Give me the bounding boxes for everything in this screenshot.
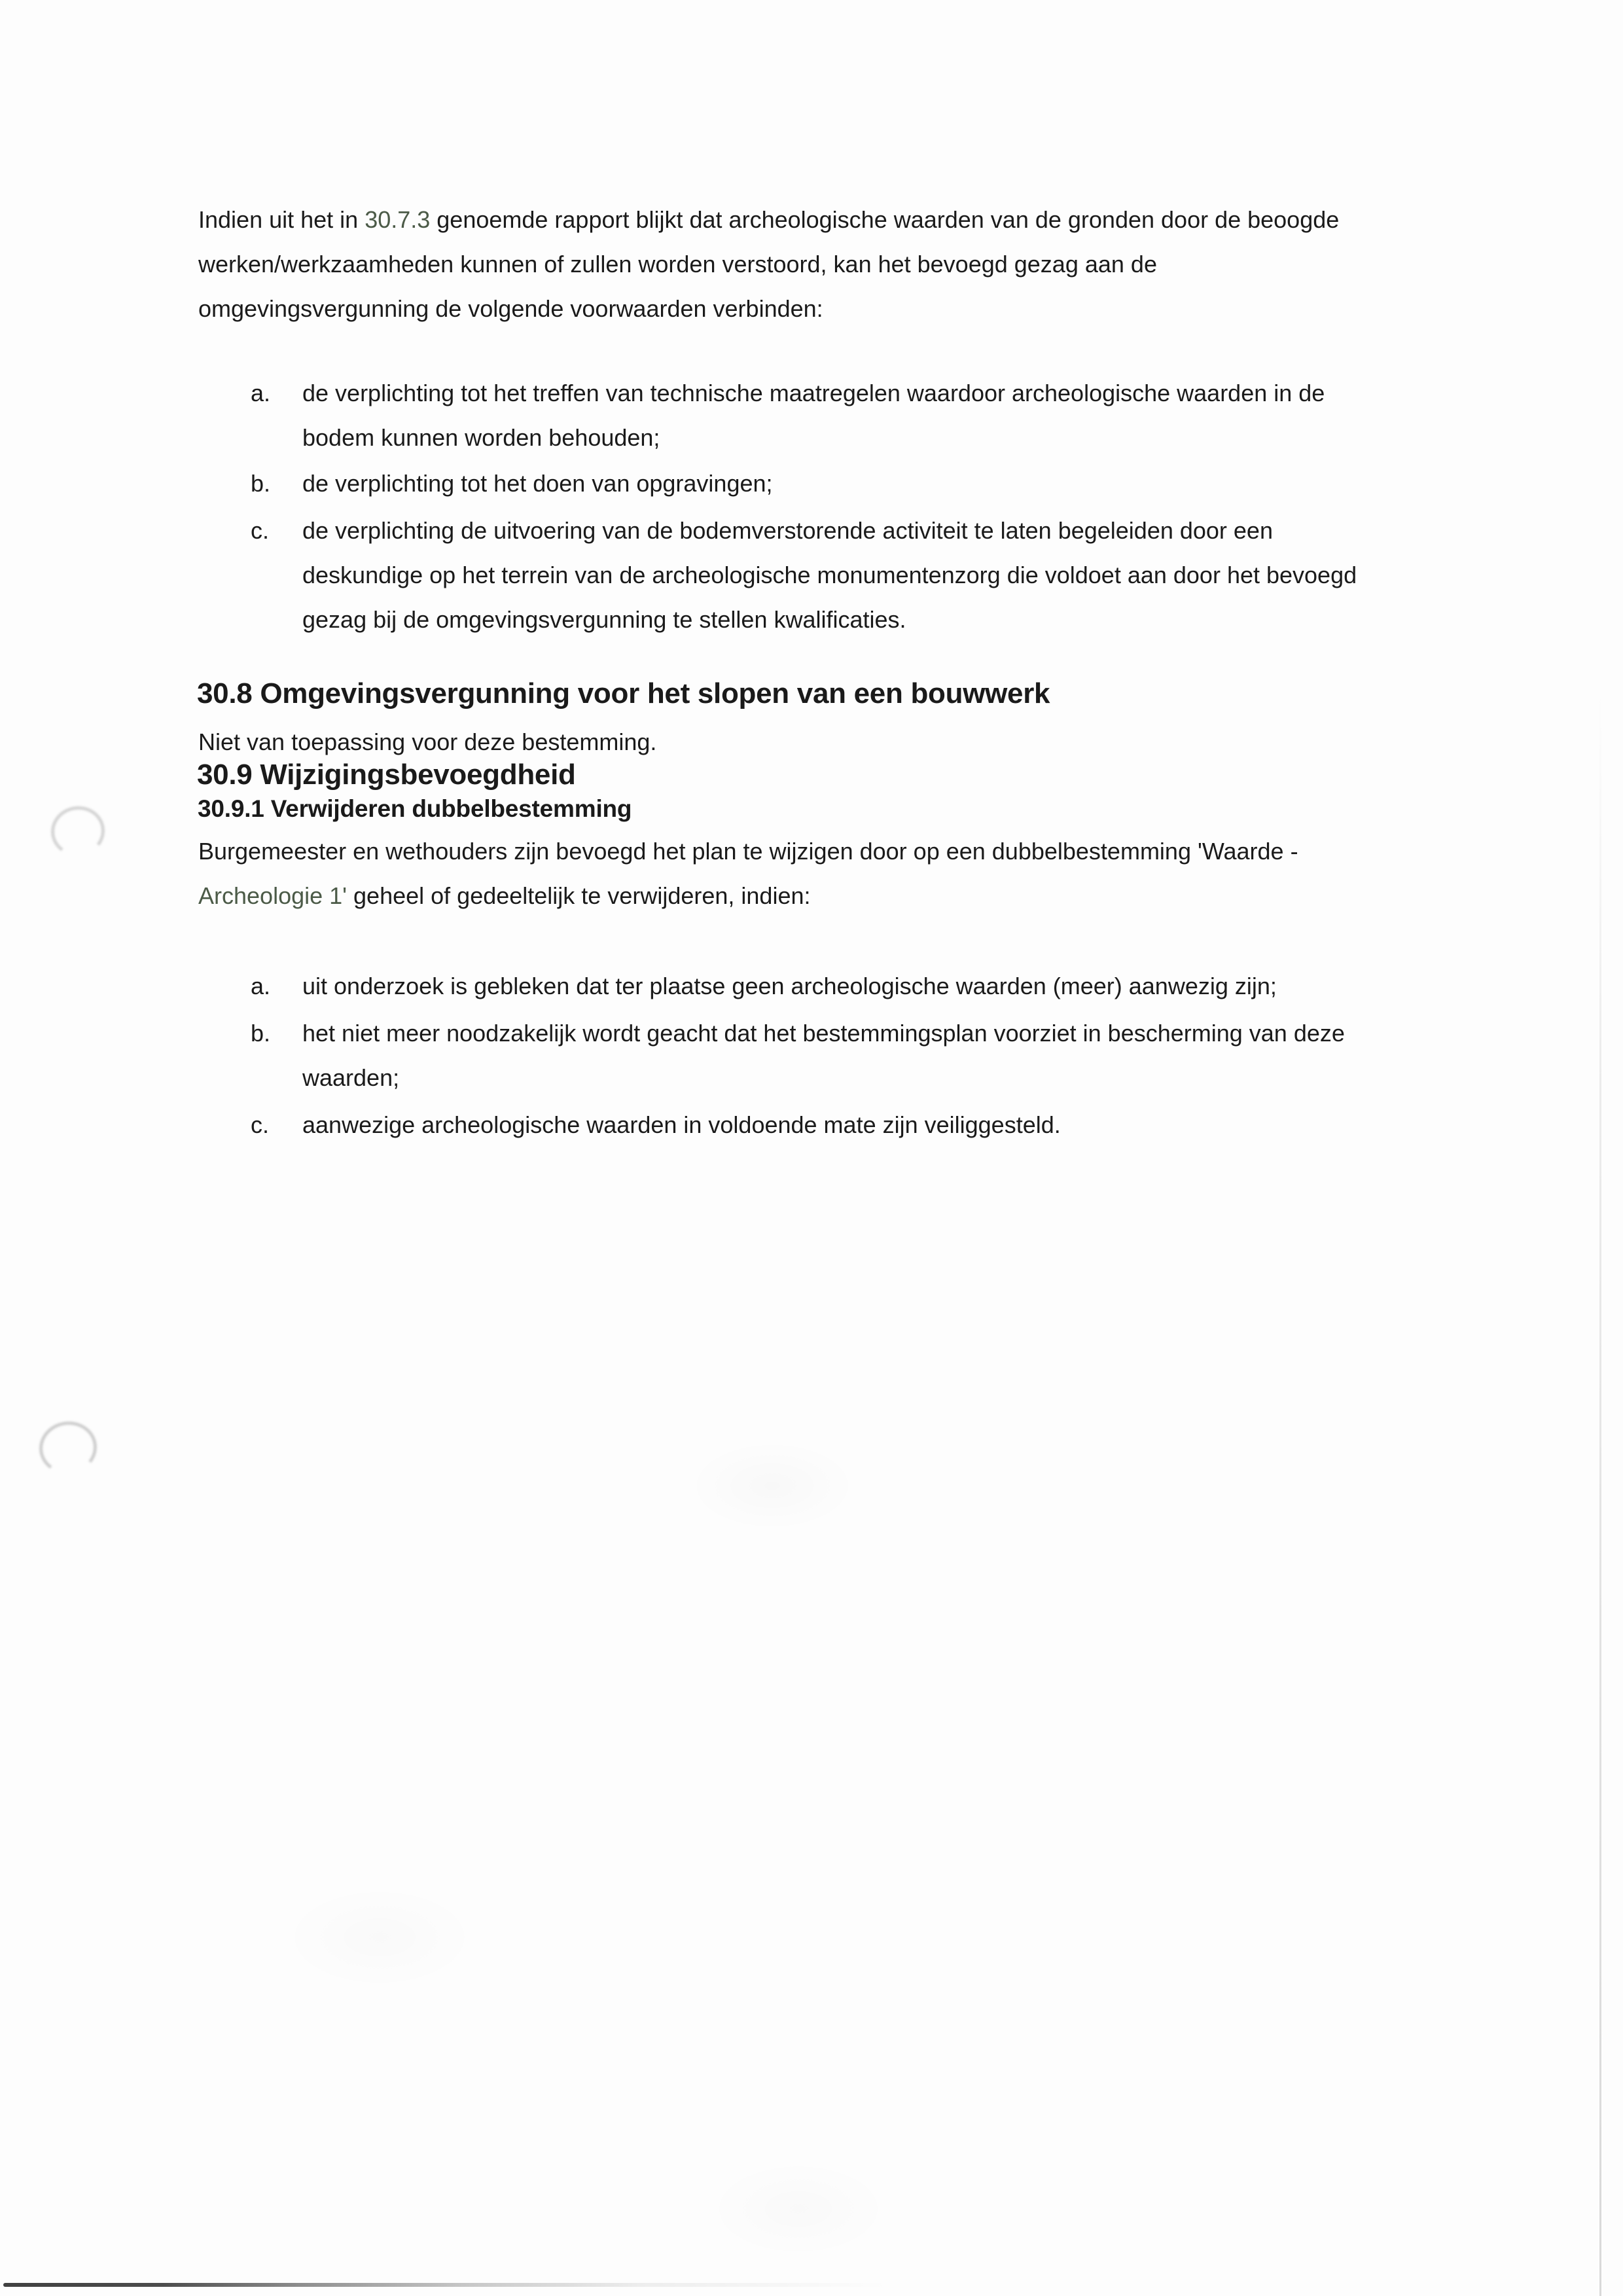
list-item-line: aanwezige archeologische waarden in voldoende mate zijn veiliggesteld. [302,1111,1061,1138]
list-item-line: deskundige op het terrein van de archeologische monumentenzorg die voldoet aan door het bevoegd [302,562,1357,588]
paragraph-line: omgevingsvergunning de volgende voorwaarden verbinden: [198,295,823,322]
list-marker: b. [251,1020,271,1047]
list-item-line: de verplichting tot het treffen van technische maatregelen waardoor archeologische waarden in de [302,380,1325,406]
scan-smudge [281,1885,478,1990]
scan-edge-line-right [1599,694,1601,2296]
section-ref-link-30-7-3[interactable]: 30.7.3 [365,206,431,233]
heading-30-8: 30.8 Omgevingsvergunning voor het slopen van een bouwwerk [197,677,1050,709]
list-item-line: de verplichting de uitvoering van de bodemverstorende activiteit te laten begeleiden door een [302,517,1273,544]
list-item-line: het niet meer noodzakelijk wordt geacht dat het bestemmingsplan voorziet in bescherming van deze [302,1020,1345,1047]
list-marker: b. [251,470,271,497]
list-item-b [251,1011,1345,1100]
list-item-line: de verplichting tot het doen van opgravingen; [302,470,773,497]
intro-line1-post: genoemde rapport blijkt dat archeologische waarden van de gronden door de beoogde [430,206,1340,233]
list-item-line: waarden; [302,1064,400,1091]
paragraph-line [198,874,1298,918]
list-marker: c. [251,1111,270,1138]
list-item-b [251,461,773,506]
list-marker: a. [251,380,271,406]
intro-line1-pre: Indien uit het in [198,206,365,233]
list-item-line: gezag bij de omgevingsvergunning te stellen kwalificaties. [302,606,906,633]
intro-paragraph [198,198,1339,331]
list-item-a [251,371,1325,460]
punch-hole-mark-bottom [36,1418,100,1477]
destination-ref-link-waarde-archeologie[interactable]: Archeologie 1' [198,882,348,909]
punch-hole-mark-top [48,803,108,860]
paragraph-line: Burgemeester en wethouders zijn bevoegd het plan te wijzigen door op een dubbelbestemming 'Waarde - [198,838,1298,865]
heading-30-9-1: 30.9.1 Verwijderen dubbelbestemming [198,795,632,822]
amendment-paragraph [198,829,1298,918]
list-item-line: bodem kunnen worden behouden; [302,424,660,451]
list-item-a [251,964,1277,1009]
amendment-line2-post: geheel of gedeeltelijk te verwijderen, indien: [347,882,811,909]
paragraph-line [198,198,1339,242]
list-marker: c. [251,517,270,544]
list-item-c [251,1103,1061,1147]
list-item-line: uit onderzoek is gebleken dat ter plaatse geen archeologische waarden (meer) aanwezig zijn; [302,973,1277,999]
list-item-c [251,509,1357,642]
paragraph-not-applicable: Niet van toepassing voor deze bestemming. [198,728,657,755]
scan-smudge [687,1440,857,1532]
paragraph-line: werken/werkzaamheden kunnen of zullen worden verstoord, kan het bevoegd gezag aan de [198,251,1157,278]
scan-smudge [707,2160,890,2258]
list-marker: a. [251,973,271,999]
scan-edge-line-bottom [3,2283,887,2287]
heading-30-9: 30.9 Wijzigingsbevoegdheid [197,759,576,791]
